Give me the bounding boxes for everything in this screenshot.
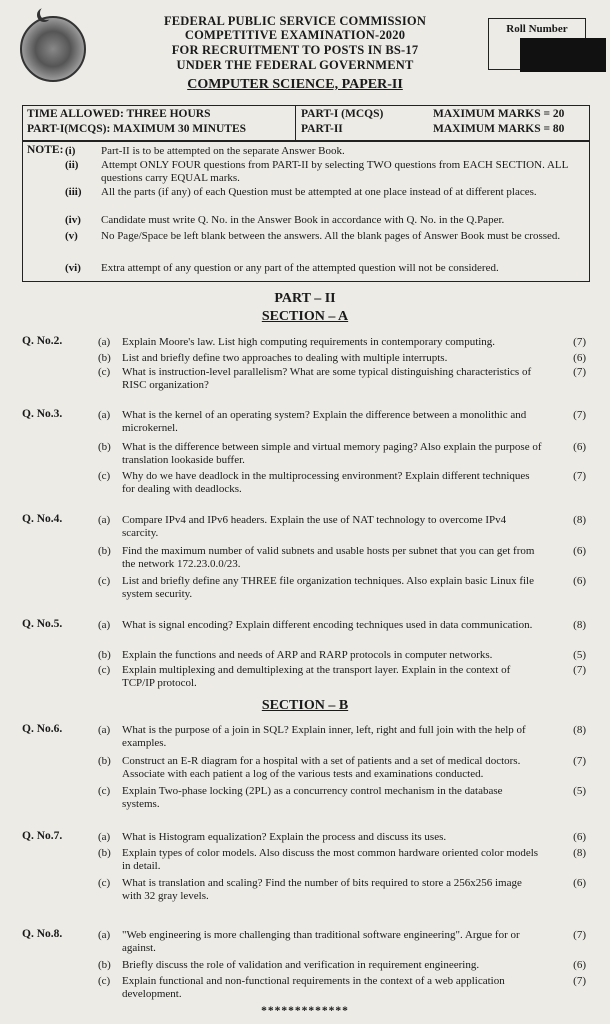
question-number: Q. No.3. (22, 408, 63, 420)
part-label: (c) (98, 664, 111, 676)
note-num: (vi) (65, 262, 81, 274)
marks: (6) (573, 352, 586, 364)
note-text: Attempt ONLY FOUR questions from PART-II by selecting TWO questions from EACH SECTION. ALL questions carry EQUAL marks. (101, 159, 568, 184)
marks: (6) (573, 877, 586, 889)
header-line-4: UNDER THE FEDERAL GOVERNMENT (176, 58, 414, 72)
part-label: (a) (98, 724, 111, 736)
part-label: (c) (98, 470, 111, 482)
part-text: What is the difference between simple and virtual memory paging? Also explain the purpose of translation lookaside buffer. (122, 441, 542, 466)
fpsc-emblem-icon (20, 16, 86, 82)
part-text: What is the kernel of an operating system? Explain the difference between a monolithic and microkernel. (122, 409, 527, 434)
part-text: Explain multiplexing and demultiplexing at the transport layer. Explain in the context of TCP/IP protocol. (122, 664, 511, 689)
part-text: List and briefly define any THREE file organization techniques. Also explain basic Linux file system security. (122, 575, 534, 600)
roll-number-label: Roll Number (506, 23, 568, 35)
max-marks-2: MAXIMUM MARKS = 80 (433, 123, 565, 135)
part-label: (b) (98, 649, 111, 661)
part-text: Explain Two-phase locking (2PL) as a concurrency control mechanism in the database systems. (122, 785, 503, 810)
part-text: List and briefly define two approaches to dealing with multiple interrupts. (122, 352, 448, 364)
marks: (7) (573, 336, 586, 348)
marks: (7) (573, 470, 586, 482)
part-text: Find the maximum number of valid subnets and usable hosts per subnet that you can get from the network 172.23.0.0/23. (122, 545, 535, 570)
part-label: (c) (98, 877, 111, 889)
part-label: (b) (98, 545, 111, 557)
part1-time: PART-I(MCQS): MAXIMUM 30 MINUTES (27, 123, 247, 135)
redaction-block (520, 38, 606, 72)
marks: (8) (573, 724, 586, 736)
note-text: No Page/Space be left blank between the answers. All the blank pages of Answer Book must be crossed. (101, 230, 561, 242)
part-label: (b) (98, 441, 111, 453)
header-line-1: FEDERAL PUBLIC SERVICE COMMISSION (163, 14, 427, 28)
marks: (6) (573, 831, 586, 843)
section-b-title: SECTION – B (261, 698, 349, 713)
part-label: (a) (98, 831, 111, 843)
footer-stars: ************* (261, 1005, 349, 1017)
part1-label: PART-I (MCQS) (301, 108, 384, 120)
note-text: Extra attempt of any question or any part of the attempted question will not be considered. (101, 262, 499, 274)
part-text: Why do we have deadlock in the multiprocessing environment? Explain different techniques for dealing with deadlocks. (122, 470, 530, 495)
question-number: Q. No.8. (22, 928, 63, 940)
note-text: Candidate must write Q. No. in the Answer Book in accordance with Q. No. in the Q.Paper. (101, 214, 505, 226)
part2-label: PART-II (301, 123, 343, 135)
part-label: (c) (98, 785, 111, 797)
part-text: What is translation and scaling? Find the number of bits required to store a 256x256 image with 32 gray levels. (122, 877, 522, 902)
marks: (7) (573, 664, 586, 676)
marks: (8) (573, 619, 586, 631)
note-num: (iii) (65, 186, 82, 198)
note-num: (ii) (65, 159, 79, 171)
part-text: Explain functional and non-functional requirements in the context of a web application development. (122, 975, 505, 1000)
notes-box (22, 141, 590, 282)
info-divider (295, 106, 296, 140)
part-text: Explain Moore's law. List high computing requirements in contemporary computing. (122, 336, 496, 348)
section-a-title: SECTION – A (261, 309, 349, 324)
question-number: Q. No.7. (22, 830, 63, 842)
marks: (6) (573, 441, 586, 453)
marks: (7) (573, 755, 586, 767)
part-text: Construct an E-R diagram for a hospital with a set of patients and a set of medical doctors. Associate with each patient a log of the various tests and examinations conducted. (122, 755, 521, 780)
part-text: What is the purpose of a join in SQL? Explain inner, left, right and full join with the help of examples. (122, 724, 526, 749)
part-text: What is signal encoding? Explain different encoding techniques used in data communication. (122, 619, 533, 631)
header-line-2: COMPETITIVE EXAMINATION-2020 (184, 28, 406, 42)
part-label: (b) (98, 847, 111, 859)
max-marks-1: MAXIMUM MARKS = 20 (433, 108, 565, 120)
question-number: Q. No.5. (22, 618, 63, 630)
part-text: What is Histogram equalization? Explain the process and discuss its uses. (122, 831, 447, 843)
question-number: Q. No.6. (22, 723, 63, 735)
marks: (6) (573, 545, 586, 557)
part-label: (b) (98, 755, 111, 767)
part-text: Briefly discuss the role of validation and verification in requirement engineering. (122, 959, 480, 971)
marks: (7) (573, 929, 586, 941)
part-label: (c) (98, 366, 111, 378)
crescent-icon (40, 6, 54, 20)
marks: (6) (573, 959, 586, 971)
marks: (7) (573, 975, 586, 987)
part-text: "Web engineering is more challenging than traditional software engineering". Argue for or against. (122, 929, 520, 954)
time-allowed: TIME ALLOWED: THREE HOURS (27, 108, 211, 120)
marks: (5) (573, 785, 586, 797)
question-number: Q. No.4. (22, 513, 63, 525)
part-text: Explain the functions and needs of ARP and RARP protocols in computer networks. (122, 649, 493, 661)
part-text: Explain types of color models. Also discuss the most common hardware oriented color models in detail. (122, 847, 539, 872)
marks: (6) (573, 575, 586, 587)
header-line-3: FOR RECRUITMENT TO POSTS IN BS-17 (171, 43, 419, 57)
part-label: (c) (98, 975, 111, 987)
note-num: (v) (65, 230, 78, 242)
part-label: (b) (98, 352, 111, 364)
subject-title: COMPUTER SCIENCE, PAPER-II (187, 77, 403, 92)
marks: (5) (573, 649, 586, 661)
part-label: (a) (98, 409, 111, 421)
note-label: NOTE: (27, 144, 64, 156)
marks: (7) (573, 366, 586, 378)
info-box (22, 105, 590, 141)
note-num: (iv) (65, 214, 81, 226)
note-num: (i) (65, 145, 76, 157)
part-label: (b) (98, 959, 111, 971)
note-text: All the parts (if any) of each Question must be attempted at one place instead of at different places. (101, 186, 537, 198)
part-label: (a) (98, 514, 111, 526)
part-title: PART – II (274, 291, 336, 306)
question-number: Q. No.2. (22, 335, 63, 347)
part-label: (a) (98, 929, 111, 941)
part-label: (a) (98, 336, 111, 348)
part-label: (c) (98, 575, 111, 587)
marks: (8) (573, 514, 586, 526)
marks: (7) (573, 409, 586, 421)
note-text: Part-II is to be attempted on the separate Answer Book. (101, 145, 345, 157)
marks: (8) (573, 847, 586, 859)
part-text: What is instruction-level parallelism? What are some typical distinguishing characteristics of RISC organization? (122, 366, 532, 391)
part-label: (a) (98, 619, 111, 631)
part-text: Compare IPv4 and IPv6 headers. Explain the use of NAT technology to overcome IPv4 scarcity. (122, 514, 507, 539)
